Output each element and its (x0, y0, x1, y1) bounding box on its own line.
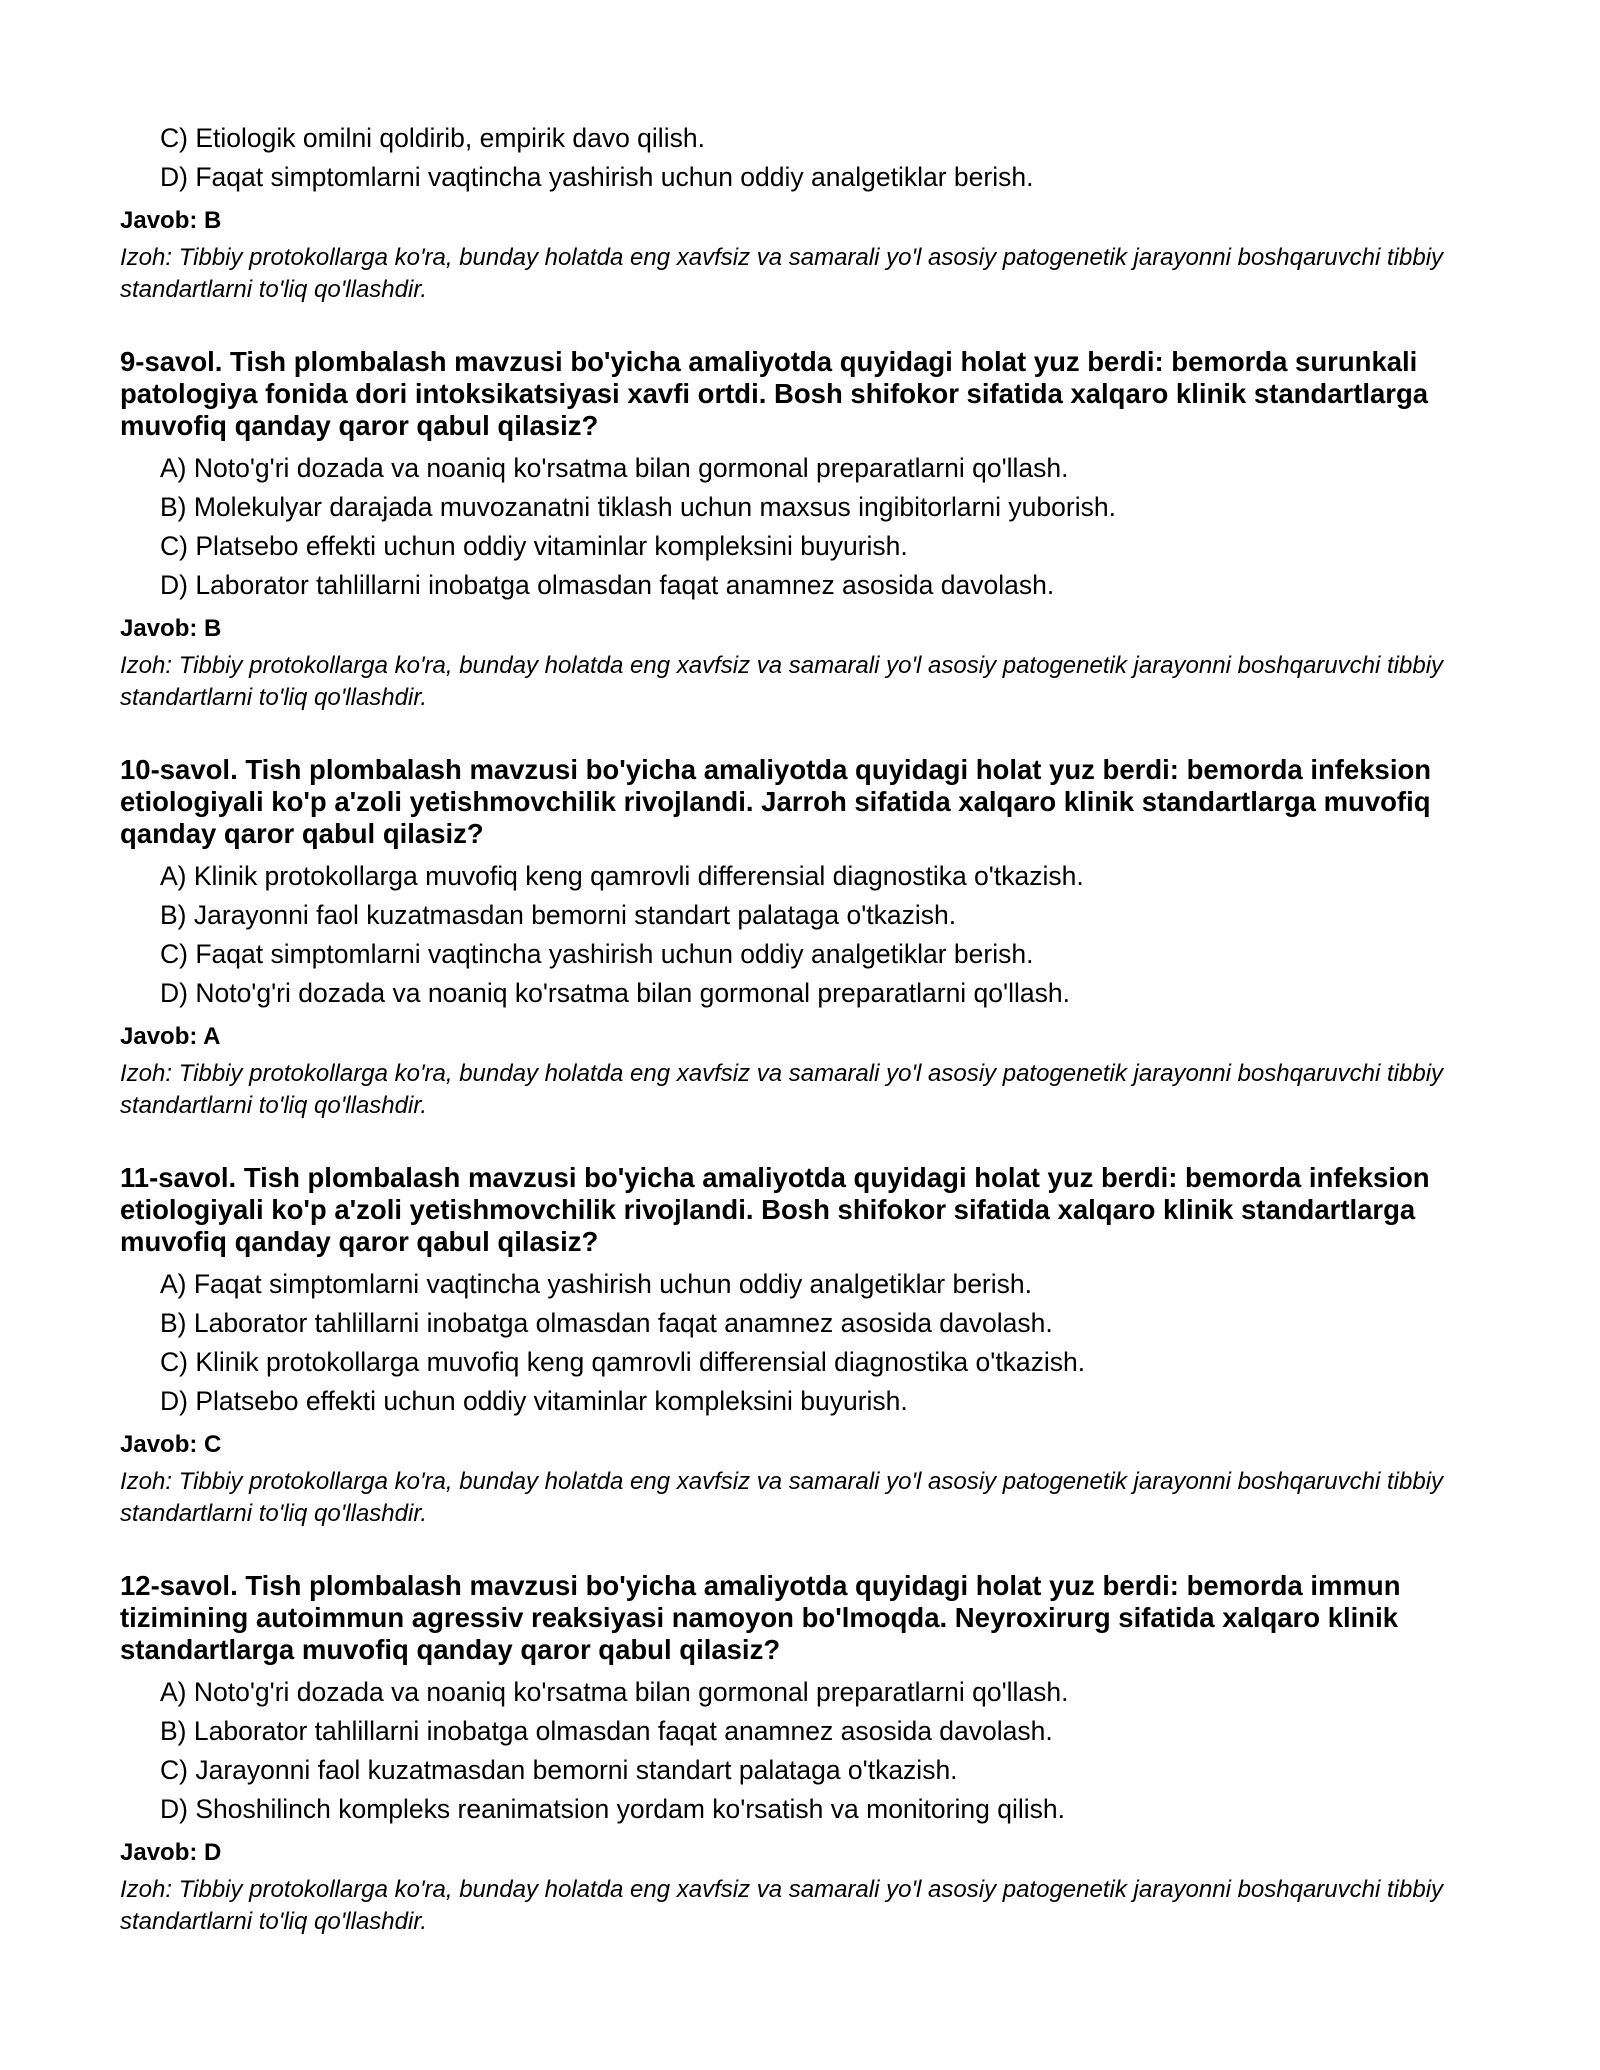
explanation-8: Izoh: Tibbiy protokollarga ko'ra, bunday holatda eng xavfsiz va samarali yo'l asosiy patogenetik jarayonni boshqaruvchi tibbiy standartlarni to'liq qo'llashdir. (120, 244, 1444, 303)
option-11-c: C) Klinik protokollarga muvofiq keng qamrovli differensial diagnostika o'tkazish. (160, 1347, 1086, 1377)
option-11-a: A) Faqat simptomlarni vaqtincha yashirish uchun oddiy analgetiklar berish. (160, 1269, 1032, 1299)
option-9-d: D) Laborator tahlillarni inobatga olmasdan faqat anamnez asosida davolash. (160, 570, 1055, 600)
question-11: 11-savol. Tish plombalash mavzusi bo'yicha amaliyotda quyidagi holat yuz berdi: bemorda infeksion etiologiyali ko'p a'zoli yetishmovchilik rivojlandi. Bosh shifokor sifatida xalqaro klinik standartlarga muvofiq qanday qaror qabul qilasiz? (120, 1162, 1430, 1257)
option-10-b: B) Jarayonni faol kuzatmasdan bemorni standart palataga o'tkazish. (160, 900, 957, 930)
option-9-b: B) Molekulyar darajada muvozanatni tiklash uchun maxsus ingibitorlarni yuborish. (160, 492, 1116, 522)
answer-10: Javob: A (120, 1023, 221, 1050)
question-9: 9-savol. Tish plombalash mavzusi bo'yicha amaliyotda quyidagi holat yuz berdi: bemorda surunkali patologiya fonida dori intoksikatsiyasi xavfi ortdi. Bosh shifokor sifatida xalqaro klinik standartlarga muvofiq qanday qaror qabul qilasiz? (120, 346, 1429, 441)
option-12-d: D) Shoshilinch kompleks reanimatsion yordam ko'rsatish va monitoring qilish. (160, 1794, 1065, 1824)
option-9-a: A) Noto'g'ri dozada va noaniq ko'rsatma bilan gormonal preparatlarni qo'llash. (160, 453, 1069, 483)
explanation-11: Izoh: Tibbiy protokollarga ko'ra, bunday holatda eng xavfsiz va samarali yo'l asosiy patogenetik jarayonni boshqaruvchi tibbiy standartlarni to'liq qo'llashdir. (120, 1468, 1444, 1527)
question-10: 10-savol. Tish plombalash mavzusi bo'yicha amaliyotda quyidagi holat yuz berdi: bemorda infeksion etiologiyali ko'p a'zoli yetishmovchilik rivojlandi. Jarroh sifatida xalqaro klinik standartlarga muvofiq qanday qaror qabul qilasiz? (120, 754, 1432, 849)
explanation-10: Izoh: Tibbiy protokollarga ko'ra, bunday holatda eng xavfsiz va samarali yo'l asosiy patogenetik jarayonni boshqaruvchi tibbiy standartlarni to'liq qo'llashdir. (120, 1060, 1444, 1119)
option-9-c: C) Platsebo effekti uchun oddiy vitaminlar kompleksini buyurish. (160, 531, 908, 561)
answer-12: Javob: D (120, 1839, 222, 1866)
option-10-d: D) Noto'g'ri dozada va noaniq ko'rsatma bilan gormonal preparatlarni qo'llash. (160, 978, 1070, 1008)
option-10-a: A) Klinik protokollarga muvofiq keng qamrovli differensial diagnostika o'tkazish. (160, 861, 1084, 891)
option-11-d: D) Platsebo effekti uchun oddiy vitaminlar kompleksini buyurish. (160, 1386, 908, 1416)
option-12-a: A) Noto'g'ri dozada va noaniq ko'rsatma bilan gormonal preparatlarni qo'llash. (160, 1677, 1069, 1707)
answer-9: Javob: B (120, 615, 222, 642)
option-10-c: C) Faqat simptomlarni vaqtincha yashirish uchun oddiy analgetiklar berish. (160, 939, 1034, 969)
option-8-c: C) Etiologik omilni qoldirib, empirik davo qilish. (160, 123, 705, 153)
option-12-b: B) Laborator tahlillarni inobatga olmasdan faqat anamnez asosida davolash. (160, 1716, 1053, 1746)
question-12: 12-savol. Tish plombalash mavzusi bo'yicha amaliyotda quyidagi holat yuz berdi: bemorda immun tizimining autoimmun agressiv reaksiyasi namoyon bo'lmoqda. Neyroxirurg sifatida xalqaro klinik standartlarga muvofiq qanday qaror qabul qilasiz? (120, 1570, 1401, 1665)
option-8-d: D) Faqat simptomlarni vaqtincha yashirish uchun oddiy analgetiklar berish. (160, 162, 1034, 192)
explanation-9: Izoh: Tibbiy protokollarga ko'ra, bunday holatda eng xavfsiz va samarali yo'l asosiy patogenetik jarayonni boshqaruvchi tibbiy standartlarni to'liq qo'llashdir. (120, 652, 1444, 711)
answer-11: Javob: C (120, 1431, 222, 1458)
option-11-b: B) Laborator tahlillarni inobatga olmasdan faqat anamnez asosida davolash. (160, 1308, 1053, 1338)
option-12-c: C) Jarayonni faol kuzatmasdan bemorni standart palataga o'tkazish. (160, 1755, 958, 1785)
answer-8: Javob: B (120, 207, 222, 234)
explanation-12: Izoh: Tibbiy protokollarga ko'ra, bunday holatda eng xavfsiz va samarali yo'l asosiy patogenetik jarayonni boshqaruvchi tibbiy standartlarni to'liq qo'llashdir. (120, 1876, 1444, 1935)
